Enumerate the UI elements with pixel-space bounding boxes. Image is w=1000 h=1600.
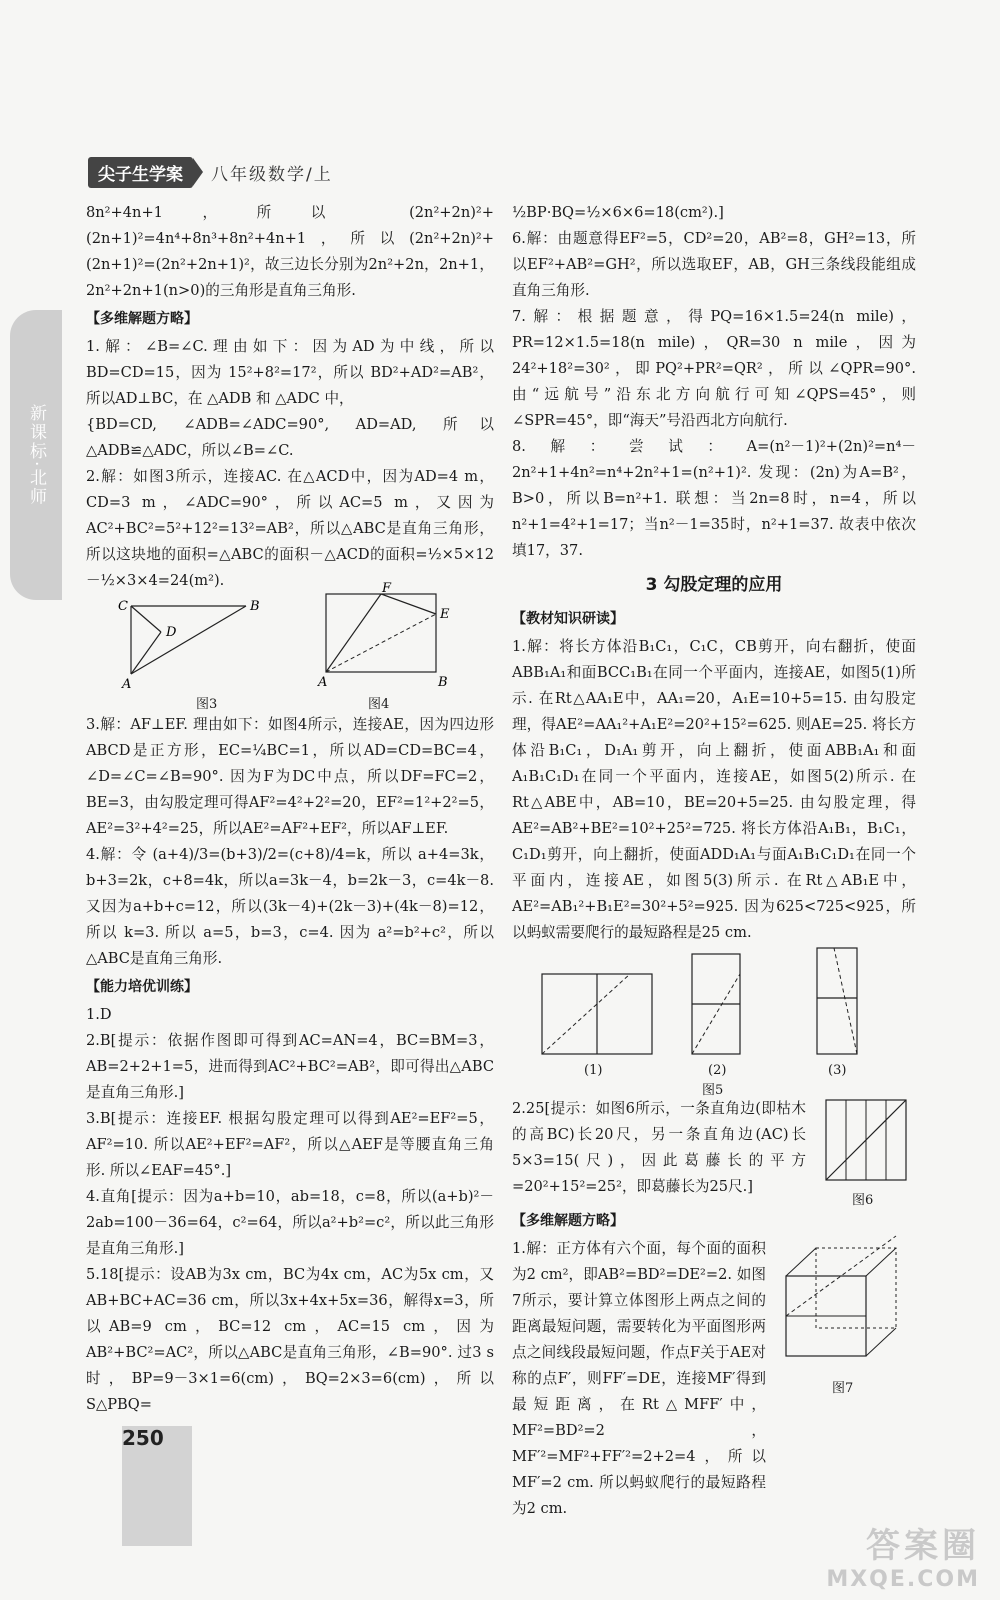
section-heading: 【多维解题方略】 — [86, 311, 198, 327]
answer-t1: 1.解：将长方体沿B₁C₁，C₁C，CB剪开，向右翻折，使面ABB₁A₁和面BCC₁B₁在同一个平面内，连接AE，如图5(1)所示. 在Rt△AA₁E中，AA₁=20，A₁E=10+5=15. 由勾股定理，得AE²=AA₁²+A₁E²=20²+15²=625. 则AE=25. 将长方体沿B₁C₁，D₁A₁剪开，向上翻折，使面ABB₁A₁和面A₁B₁C₁D₁在同一个平面内，连接AE，如图5(2)所示. 在Rt△ABE中，AB=10，BE=20+5=25. 由勾股定理，得AE²=AB²+BE²=10²+25²=725. 将长方体沿A₁B₁，B₁C₁，C₁D₁剪开，向上翻折，使面ADD₁A₁与面A₁B₁C₁D₁在同一个平面内，连接AE，如图5(3)所示. 在Rt△AB₁E中，AE²=AB₁²+B₁E²=30²+5²=925. 因为625<725<925，所以蚂蚁需要爬行的最短路程是25 cm. — [512, 638, 916, 941]
answer-continued: ½BP·BQ=½×6×6=18(cm²).] — [512, 204, 724, 221]
figure-5-label-1: (1) — [584, 1063, 603, 1078]
section-heading: 【教材知识研读】 — [512, 611, 624, 627]
svg-text:A: A — [122, 677, 132, 692]
intro-text: 8n²+4n+1，所以 (2n²+2n)²+(2n+1)²=4n⁴+8n³+8n²+4n+1，所以(2n²+2n)²+(2n+1)²=(2n²+2n+1)²，故三边长分别为2n²+2n，2n+1，2n²+2n+1(n>0)的三角形是直角三角形. — [86, 204, 494, 299]
left-column — [86, 200, 494, 1418]
figures-3-4 — [86, 581, 494, 712]
answer-a2: 2.B[提示：依据作图即可得到AC=AN=4，BC=BM=3，AB=2+2+1=5，进而得到AC²+BC²=AB²，即可得出△ABC是直角三角形.] — [86, 1032, 494, 1101]
figure-7-drawing — [776, 1236, 916, 1376]
figure-3-caption: 图3 — [196, 697, 218, 712]
answer-4: 4.解：令 (a+4)/3=(b+3)/2=(c+8)/4=k，所以 a+4=3k，b+3=2k，c+8=4k，所以a=3k－4，b=2k－3，c=4k－8. 又因为a+b+c=12，所以(3k－4)+(2k－3)+(4k－8)=12，所以 k=3. 所以 a=5，b=3，c=4. 因为 a²=b²+c²，所以△ABC是直角三角形. — [86, 846, 494, 967]
answer-6: 6.解：由题意得EF²=5，CD²=20，AB²=8，GH²=13，所以EF²+AB²=GH²，所以选取EF，AB，GH三条线段能组成直角三角形. — [512, 230, 916, 299]
chapter-title: 3 勾股定理的应用 — [645, 575, 783, 595]
answer-2-with-figure-6 — [512, 1096, 916, 1206]
answer-1b: {BD=CD, ∠ADB=∠ADC=90°, AD=AD, 所以△ADB≌△ADC，所以∠B=∠C. — [86, 416, 494, 459]
watermark-logo — [826, 1518, 980, 1592]
svg-text:C: C — [118, 599, 128, 614]
watermark-line-2: MXQE.COM — [826, 1567, 980, 1592]
figure-5 — [512, 946, 916, 1096]
figure-5-label-2: (2) — [708, 1063, 727, 1078]
figure-3-4-drawing — [86, 581, 494, 712]
figure-6-caption: 图6 — [852, 1193, 874, 1208]
answer-2: 2.解：如图3所示，连接AC. 在△ACD中，因为AD=4 m，CD=3 m，∠ADC=90°，所以AC=5 m，又因为AC²+BC²=5²+12²=13²=AB²，所以△ABC是直角三角形，所以这块地的面积=△ABC的面积－△ACD的面积=½×5×12－½×3×4=24(m²). — [86, 468, 494, 589]
figure-6 — [816, 1096, 916, 1206]
svg-text:B: B — [250, 599, 260, 614]
answer-m1: 1.解：正方体有六个面，每个面的面积为2 cm²，即AB²=BD²=DE²=2. 如图7所示，要计算立体图形上两点之间的距离最短问题，需要转化为平面图形两点之间线段最短问题，作点F关于AE对称的点F′，则FF′=DE，连接MF′得到最短距离，在Rt△MFF′中，MF²=BD²=2，MF′²=MF²+FF′²=2+2=4，所以MF′=2 cm. 所以蚂蚁爬行的最短路程为2 cm. — [512, 1240, 766, 1517]
answer-a3: 3.B[提示：连接EF. 根据勾股定理可以得到AE²=EF²=5，AF²=10. 所以AE²+EF²=AF²，所以△AEF是等腰直角三角形. 所以∠EAF=45°.] — [86, 1110, 494, 1179]
answer-3: 3.解：AF⊥EF. 理由如下：如图4所示，连接AE，因为四边形ABCD是正方形，EC=¼BC=1，所以AD=CD=BC=4，∠D=∠C=∠B=90°. 因为F为DC中点，所以DF=FC=2，BE=3，由勾股定理可得AF²=4²+2²=20，EF²=1²+2²=5，AE²=3²+4²=25，所以AE²=AF²+EF²，所以AF⊥EF. — [86, 716, 494, 837]
figure-5-drawing — [512, 946, 916, 1076]
watermark-line-1: 答案圈 — [866, 1526, 980, 1566]
svg-text:B: B — [438, 675, 448, 690]
svg-text:F: F — [382, 581, 392, 596]
answer-a5: 5.18[提示：设AB为3x cm，BC为4x cm，AC为5x cm，又AB+BC+AC=36 cm，所以3x+4x+5x=36，解得x=3，所以AB=9 cm，BC=12 cm，AC=15 cm，因为AB²+BC²=AC²，所以△ABC是直角三角形，∠B=90°. 过3 s时，BP=9－3×1=6(cm)，BQ=2×3=6(cm)，所以 S△PBQ= — [86, 1266, 494, 1413]
svg-text:D: D — [166, 625, 177, 640]
figure-4-caption: 图4 — [368, 697, 390, 712]
figure-6-drawing — [816, 1096, 916, 1188]
answer-8: 8.解：尝试：A=(n²－1)²+(2n)²=n⁴－2n²+1+4n²=n⁴+2n²+1=(n²+1)². 发现：(2n)为A=B²，B>0，所以B=n²+1. 联想：当2n=8时，n=4，所以n²+1=4²+1=17；当n²－1=35时，n²+1=37. 故表中依次填17，37. — [512, 438, 916, 559]
figure-5-label-3: (3) — [828, 1063, 847, 1078]
page-header — [88, 158, 333, 186]
svg-text:A: A — [318, 675, 328, 690]
brand-arrow-icon — [193, 158, 203, 186]
side-tab: 新课标·北师 — [10, 310, 62, 600]
answer-m1-with-figure-7 — [512, 1236, 916, 1522]
figure-7 — [776, 1236, 916, 1396]
grade-label: 八年级数学/上 — [211, 164, 333, 185]
section-heading: 【多维解题方略】 — [512, 1213, 624, 1229]
figure-7-caption: 图7 — [832, 1381, 854, 1396]
figure-5-caption: 图5 — [702, 1083, 724, 1098]
answer-7: 7.解：根据题意，得PQ=16×1.5=24(n mile)，PR=12×1.5=18(n mile)，QR=30 n mile，因为 24²+18²=30²，即PQ²+PR²=QR²，所以∠QPR=90°. 由“远航号”沿东北方向航行可知∠QPS=45°，则∠SPR=45°，即“海天”号沿西北方向航行. — [512, 308, 916, 429]
answer-t2: 2.25[提示：如图6所示，一条直角边(即枯木的高BC)长20尺，另一条直角边(AC)长5×3=15(尺)，因此葛藤长的平方=20²+15²=25²，即葛藤长为25尺.] — [512, 1100, 806, 1195]
page-number: 250 — [122, 1426, 164, 1450]
right-column — [512, 200, 916, 1522]
svg-text:E: E — [440, 607, 450, 622]
answer-1a: 1.解：∠B=∠C.理由如下：因为AD为中线，所以BD=CD=15，因为 15²+8²=17²，所以 BD²+AD²=AB²，所以AD⊥BC，在 △ADB 和 △ADC 中， — [86, 338, 494, 407]
section-heading: 【能力培优训练】 — [86, 979, 198, 995]
answer-a4: 4.直角[提示：因为a+b=10，ab=18，c=8，所以(a+b)²－2ab=100－36=64，c²=64，所以a²+b²=c²，所以此三角形是直角三角形.] — [86, 1188, 494, 1257]
brand-label: 尖子生学案 — [88, 157, 193, 188]
page-number-block — [122, 1426, 192, 1546]
answer-a1: 1.D — [86, 1006, 112, 1023]
